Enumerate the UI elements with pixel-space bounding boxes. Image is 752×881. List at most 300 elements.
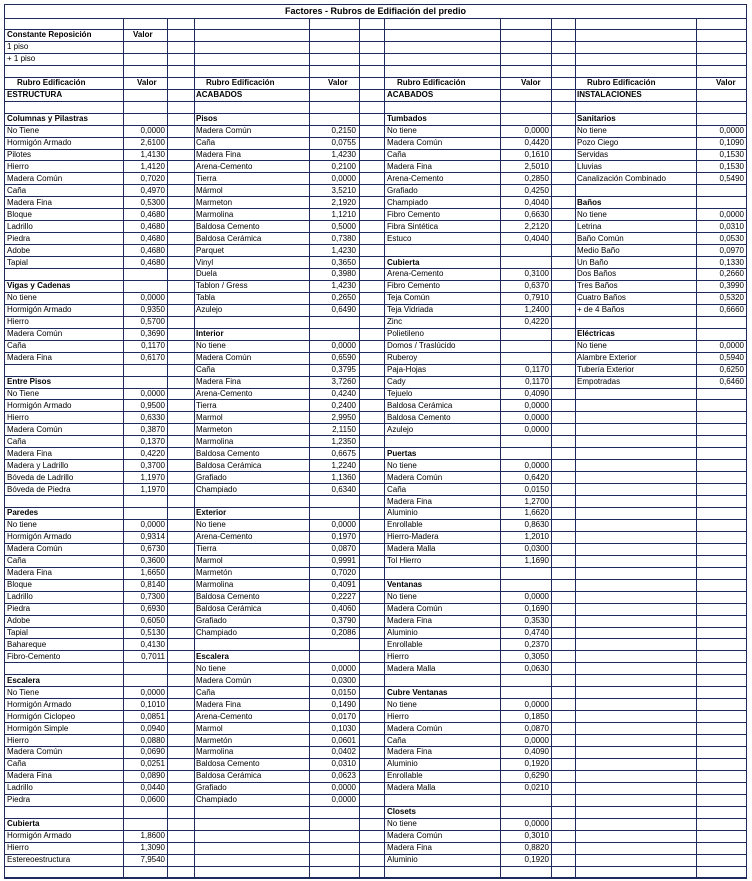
item-value: 0,5130 <box>140 627 165 637</box>
item-label: Azulejo <box>196 305 223 315</box>
item-label: Azulejo <box>387 424 414 434</box>
grid-row <box>5 580 746 592</box>
item-value: 0,0000 <box>331 663 356 673</box>
item-value: 0,0150 <box>331 687 356 697</box>
item-value: 1,2240 <box>331 460 356 470</box>
item-label: Hormigón Ciclopeo <box>7 711 76 721</box>
item-value: 0,3790 <box>331 616 356 625</box>
item-value: 0,4220 <box>140 448 165 458</box>
item-label: Baldosa Cemento <box>196 592 260 602</box>
item-label: Estereoestructura <box>7 855 71 864</box>
item-label: Madera Común <box>7 747 63 757</box>
section-heading: Cubierta <box>387 257 420 267</box>
item-value: 0,6590 <box>331 353 356 363</box>
item-value: 0,0630 <box>524 663 549 673</box>
column-title: ACABADOS <box>196 90 243 100</box>
item-label: Madera Fina <box>7 353 52 363</box>
item-value: 1,8600 <box>140 831 165 841</box>
item-label: Caña <box>196 687 216 697</box>
item-value: 0,0623 <box>331 771 356 781</box>
item-label: Arena-Cemento <box>196 711 253 721</box>
item-value: 1,6620 <box>524 508 549 518</box>
item-label: Dos Baños <box>577 269 617 279</box>
item-label: Fibra Sintética <box>387 221 439 231</box>
item-value: 0,0000 <box>524 424 549 434</box>
item-label: Pozo Ciego <box>577 138 619 147</box>
item-value: 1,2700 <box>524 496 549 506</box>
item-value: 0,0000 <box>524 460 549 470</box>
grid-row <box>5 305 746 317</box>
item-label: Caña <box>7 759 27 769</box>
item-value: 1,2350 <box>331 436 356 446</box>
grid-row <box>5 520 746 532</box>
item-value: 0,6420 <box>524 472 549 482</box>
item-value: 0,0000 <box>331 341 356 351</box>
item-label: No tiene <box>577 341 607 351</box>
constante-row-label: 1 piso <box>7 42 29 52</box>
item-value: 0,3650 <box>331 257 356 267</box>
item-value: 0,5000 <box>331 221 356 231</box>
item-label: Madera Fina <box>387 161 432 171</box>
item-value: 0,4680 <box>140 209 165 219</box>
item-value: 0,1690 <box>524 604 549 614</box>
grid-row <box>5 30 746 42</box>
grid-row <box>5 365 746 377</box>
section-heading: Closets <box>387 807 416 817</box>
grid-row <box>5 783 746 795</box>
item-value: 0,6050 <box>140 616 165 625</box>
item-value: 0,0310 <box>719 221 744 231</box>
item-value: 0,7011 <box>141 651 165 661</box>
item-label: Madera Malla <box>387 783 436 793</box>
item-value: 0,6675 <box>331 448 356 458</box>
grid-row <box>5 472 746 484</box>
item-label: Madera Común <box>387 831 443 841</box>
section-heading: Sanitarios <box>577 114 616 124</box>
item-label: Aluminio <box>387 759 418 769</box>
item-value: 0,1010 <box>140 699 165 709</box>
item-value: 0,1330 <box>719 257 744 267</box>
section-heading: Cubierta <box>7 819 40 829</box>
item-value: 0,5940 <box>719 353 744 363</box>
item-value: 2,5010 <box>524 161 549 171</box>
grid-row <box>5 269 746 281</box>
item-label: Marmeton <box>196 424 233 434</box>
grid-row <box>5 281 746 293</box>
item-label: No tiene <box>387 699 417 709</box>
item-value: 0,2227 <box>331 592 356 602</box>
item-value: 0,0880 <box>140 735 165 745</box>
item-value: 0,7300 <box>140 592 165 602</box>
item-label: Hormigón Armado <box>7 831 72 841</box>
grid-row <box>5 663 746 675</box>
item-value: 0,4090 <box>524 747 549 757</box>
grid-row <box>5 843 746 855</box>
item-value: 1,4230 <box>331 281 356 291</box>
item-value: 0,1370 <box>140 436 165 446</box>
item-value: 0,0000 <box>140 126 165 136</box>
grid-row <box>5 257 746 269</box>
item-label: Hierro <box>7 412 29 422</box>
item-value: 0,6930 <box>140 604 165 614</box>
item-value: 0,9350 <box>140 305 165 315</box>
item-label: Bloque <box>7 580 32 590</box>
item-value: 2,1920 <box>331 197 356 207</box>
grid-row <box>5 149 746 161</box>
item-label: Arena-Cemento <box>196 532 253 542</box>
item-label: Tabla <box>196 293 216 303</box>
grid-row <box>5 400 746 412</box>
item-label: Enrollable <box>387 771 423 781</box>
item-label: Hormigón Armado <box>7 138 72 147</box>
item-value: 2,1150 <box>332 424 356 434</box>
grid-row <box>5 747 746 759</box>
item-value: 1,2400 <box>524 305 549 315</box>
item-value: 0,0251 <box>140 759 165 769</box>
item-value: 0,1030 <box>331 723 356 733</box>
item-value: 0,7020 <box>140 173 165 183</box>
item-value: 3,7260 <box>331 377 356 386</box>
column-header-rubro: Rubro Edificación <box>17 78 86 88</box>
grid-row <box>5 329 746 341</box>
section-heading: Entre Pisos <box>7 377 52 386</box>
section-heading: Vigas y Cadenas <box>7 281 71 291</box>
item-label: Aluminio <box>387 508 418 518</box>
item-value: 1,4230 <box>331 149 356 159</box>
item-value: 0,6250 <box>719 365 744 375</box>
item-label: Madera Común <box>196 126 252 136</box>
item-label: Champiado <box>196 627 237 637</box>
item-value: 1,1690 <box>524 556 549 566</box>
item-value: 0,7910 <box>524 293 549 303</box>
item-value: 0,0530 <box>719 233 744 243</box>
item-label: No tiene <box>196 520 226 530</box>
item-label: Caña <box>7 185 27 195</box>
item-value: 0,4130 <box>140 639 165 649</box>
item-label: Hierro <box>387 651 409 661</box>
item-label: Marmetón <box>196 568 233 578</box>
item-label: Aluminio <box>387 627 418 637</box>
item-value: 0,4091 <box>331 580 356 590</box>
item-value: 0,4240 <box>331 388 356 398</box>
item-label: Piedra <box>7 233 31 243</box>
item-value: 0,2150 <box>331 126 356 136</box>
item-label: Madera Fina <box>196 149 241 159</box>
item-label: Paja-Hojas <box>387 365 427 375</box>
item-label: Champiado <box>387 197 428 207</box>
item-label: Marmol <box>196 723 223 733</box>
column-header-valor: Valor <box>137 78 157 88</box>
item-label: Bloque <box>7 209 32 219</box>
item-value: 0,4040 <box>524 197 549 207</box>
item-label: Hierro <box>387 711 409 721</box>
grid-row <box>5 831 746 843</box>
grid-row <box>5 245 746 257</box>
grid-row <box>5 114 746 126</box>
item-value: 0,0402 <box>331 747 356 757</box>
item-label: Cady <box>387 377 406 386</box>
item-value: 1,3090 <box>140 843 165 853</box>
item-value: 0,4740 <box>524 627 549 637</box>
item-value: 2,6100 <box>140 138 165 147</box>
item-value: 0,2100 <box>331 161 356 171</box>
item-value: 0,1850 <box>524 711 549 721</box>
item-value: 1,1210 <box>331 209 356 219</box>
grid-row <box>5 126 746 138</box>
item-value: 0,1920 <box>524 759 549 769</box>
item-label: No Tiene <box>7 687 40 697</box>
item-value: 0,0150 <box>524 484 549 494</box>
item-label: Madera Común <box>387 472 443 482</box>
item-value: 0,1970 <box>331 532 356 542</box>
item-value: 1,6650 <box>140 568 165 578</box>
grid-row <box>5 866 746 878</box>
item-value: 0,6370 <box>524 281 549 291</box>
item-label: Hormigón Armado <box>7 400 72 410</box>
item-label: Madera Fina <box>387 843 432 853</box>
item-label: Enrollable <box>387 639 423 649</box>
grid-row <box>5 735 746 747</box>
item-label: Hierro-Madera <box>387 532 439 542</box>
grid-row <box>5 42 746 54</box>
item-value: 0,4680 <box>140 221 165 231</box>
item-label: Ladrillo <box>7 221 33 231</box>
item-value: 0,0170 <box>331 711 356 721</box>
item-label: Bóveda de Ladrillo <box>7 472 74 482</box>
grid-row <box>5 544 746 556</box>
item-label: Baldosa Cerámica <box>196 771 262 781</box>
item-value: 1,4230 <box>331 245 356 255</box>
grid-row <box>5 424 746 436</box>
grid-row <box>5 102 746 114</box>
grid-row <box>5 616 746 628</box>
item-label: Hierro <box>7 843 29 853</box>
column-title: ESTRUCTURA <box>7 90 63 100</box>
item-label: Bóveda de Piedra <box>7 484 71 494</box>
item-value: 1,1970 <box>140 484 165 494</box>
item-value: 3,5210 <box>331 185 356 195</box>
item-label: Letrina <box>577 221 602 231</box>
item-value: 0,0000 <box>524 819 549 829</box>
item-value: 0,3980 <box>331 269 356 279</box>
item-label: Baldosa Cemento <box>196 448 260 458</box>
item-label: No tiene <box>196 341 226 351</box>
item-label: Teja Vidriada <box>387 305 434 315</box>
item-label: Madera Común <box>387 138 443 147</box>
item-label: Polietileno <box>387 329 424 339</box>
grid-row <box>5 855 746 867</box>
item-value: 0,0000 <box>140 293 165 303</box>
grid-row <box>5 604 746 616</box>
item-value: 0,7380 <box>331 233 356 243</box>
item-label: Marmol <box>196 556 223 566</box>
item-label: Arena-Cemento <box>387 173 444 183</box>
section-heading: Pisos <box>196 114 218 124</box>
item-label: Parquet <box>196 245 225 255</box>
column-header-valor: Valor <box>328 78 348 88</box>
item-value: 0,0000 <box>719 209 744 219</box>
item-label: Tubería Exterior <box>577 365 635 375</box>
item-value: 0,1170 <box>141 341 165 351</box>
item-label: No tiene <box>387 126 417 136</box>
item-label: Tierra <box>196 544 217 554</box>
item-label: Aluminio <box>387 855 418 864</box>
column-header-rubro: Rubro Edificación <box>206 78 275 88</box>
item-value: 0,6170 <box>140 353 165 363</box>
item-value: 1,4130 <box>140 149 165 159</box>
grid-row <box>5 317 746 329</box>
item-label: Hormigón Armado <box>7 699 72 709</box>
item-value: 0,3795 <box>331 365 356 375</box>
item-label: Caña <box>7 436 27 446</box>
item-label: Marmeton <box>196 197 233 207</box>
item-label: Tapial <box>7 257 28 267</box>
item-value: 0,6340 <box>331 484 356 494</box>
item-value: 0,4040 <box>524 233 549 243</box>
item-label: Grafiado <box>196 783 227 793</box>
item-value: 0,4090 <box>524 388 549 398</box>
grid-row <box>5 341 746 353</box>
item-label: Grafiado <box>387 185 418 195</box>
item-label: No Tiene <box>7 126 40 136</box>
item-label: Alambre Exterior <box>577 353 637 363</box>
grid-row <box>5 209 746 221</box>
item-value: 0,6660 <box>719 305 744 315</box>
item-value: 0,4680 <box>140 233 165 243</box>
item-label: Caña <box>387 484 407 494</box>
item-label: Marmolina <box>196 580 234 590</box>
item-label: Marmol <box>196 412 223 422</box>
column-title: INSTALACIONES <box>577 90 642 100</box>
item-value: 0,0870 <box>524 723 549 733</box>
item-label: Pilotes <box>7 149 32 159</box>
item-label: Madera Malla <box>387 663 436 673</box>
item-value: 0,0940 <box>140 723 165 733</box>
item-label: Madera Fina <box>7 771 52 781</box>
item-value: 0,5700 <box>140 317 165 327</box>
item-label: Baldosa Cemento <box>196 221 260 231</box>
item-value: 0,3010 <box>524 831 549 841</box>
item-value: 0,6290 <box>524 771 549 781</box>
item-label: Ladrillo <box>7 783 33 793</box>
section-heading: Escalera <box>7 675 40 685</box>
grid-row <box>5 460 746 472</box>
item-label: Baño Común <box>577 233 624 243</box>
item-label: Madera y Ladrillo <box>7 460 69 470</box>
item-label: Un Baño <box>577 257 609 267</box>
item-value: 0,0000 <box>524 412 549 422</box>
item-value: 0,1170 <box>525 377 549 386</box>
item-label: Enrollable <box>387 520 423 530</box>
grid-row <box>5 819 746 831</box>
item-value: 1,1970 <box>140 472 165 482</box>
grid-row <box>5 496 746 508</box>
item-label: Hierro <box>7 161 29 171</box>
item-value: 1,1360 <box>331 472 356 482</box>
column-header-valor: Valor <box>716 78 736 88</box>
item-value: 0,0870 <box>331 544 356 554</box>
item-value: 0,6490 <box>331 305 356 315</box>
item-label: Canalización Combinado <box>577 173 666 183</box>
item-label: Madera Común <box>387 604 443 614</box>
grid-row <box>5 651 746 663</box>
grid-row <box>5 436 746 448</box>
item-label: Adobe <box>7 616 31 625</box>
item-label: No tiene <box>7 293 37 303</box>
item-label: Tejuelo <box>387 388 413 398</box>
item-value: 0,9991 <box>331 556 356 566</box>
item-label: Caña <box>196 138 216 147</box>
item-label: Baldosa Cemento <box>387 412 451 422</box>
item-value: 0,8140 <box>140 580 165 590</box>
item-label: Caña <box>7 556 27 566</box>
item-label: Fibro Cemento <box>387 281 440 291</box>
item-value: 0,2850 <box>524 173 549 183</box>
section-heading: Ventanas <box>387 580 423 590</box>
item-value: 0,0300 <box>331 675 356 685</box>
item-label: Fibro Cemento <box>387 209 440 219</box>
item-label: Ruberoy <box>387 353 418 363</box>
item-value: 0,3100 <box>524 269 549 279</box>
item-label: Madera Fina <box>7 197 52 207</box>
item-label: Madera Común <box>7 424 63 434</box>
item-value: 1,4120 <box>140 161 165 171</box>
section-heading: Tumbados <box>387 114 427 124</box>
grid-row <box>5 723 746 735</box>
item-label: Medio Baño <box>577 245 620 255</box>
grid-row <box>5 807 746 819</box>
grid-row <box>5 508 746 520</box>
grid-row <box>5 556 746 568</box>
item-label: Champiado <box>196 795 237 805</box>
item-value: 0,0000 <box>140 687 165 697</box>
item-label: Madera Malla <box>387 544 436 554</box>
item-label: Tablon / Gress <box>196 281 248 291</box>
item-value: 0,6330 <box>140 412 165 422</box>
grid-row <box>5 795 746 807</box>
item-value: 0,9500 <box>140 400 165 410</box>
grid-row <box>5 484 746 496</box>
item-value: 0,6730 <box>140 544 165 554</box>
item-label: No tiene <box>577 126 607 136</box>
item-label: Domos / Traslúcido <box>387 341 456 351</box>
item-label: No Tiene <box>7 388 40 398</box>
grid-row <box>5 18 746 30</box>
item-value: 0,0690 <box>140 747 165 757</box>
item-label: Ladrillo <box>7 592 33 602</box>
item-label: Piedra <box>7 795 31 805</box>
item-value: 0,2370 <box>524 639 549 649</box>
grid-row <box>5 568 746 580</box>
item-value: 2,9950 <box>331 412 356 422</box>
section-heading: Eléctricas <box>577 329 615 339</box>
item-label: Fibro-Cemento <box>7 651 61 661</box>
item-value: 0,0440 <box>140 783 165 793</box>
item-label: Hormigón Armado <box>7 305 72 315</box>
grid-row <box>5 759 746 771</box>
item-label: Marmetón <box>196 735 233 745</box>
grid-row <box>5 66 746 78</box>
item-label: Hormigón Armado <box>7 532 72 542</box>
item-label: Madera Común <box>196 353 252 363</box>
item-label: Tierra <box>196 400 217 410</box>
item-value: 0,3700 <box>140 460 165 470</box>
item-value: 0,5320 <box>719 293 744 303</box>
section-heading: Puertas <box>387 448 417 458</box>
item-value: 0,0000 <box>140 388 165 398</box>
constante-value-header: Valor <box>133 30 153 40</box>
item-value: 0,2400 <box>331 400 356 410</box>
